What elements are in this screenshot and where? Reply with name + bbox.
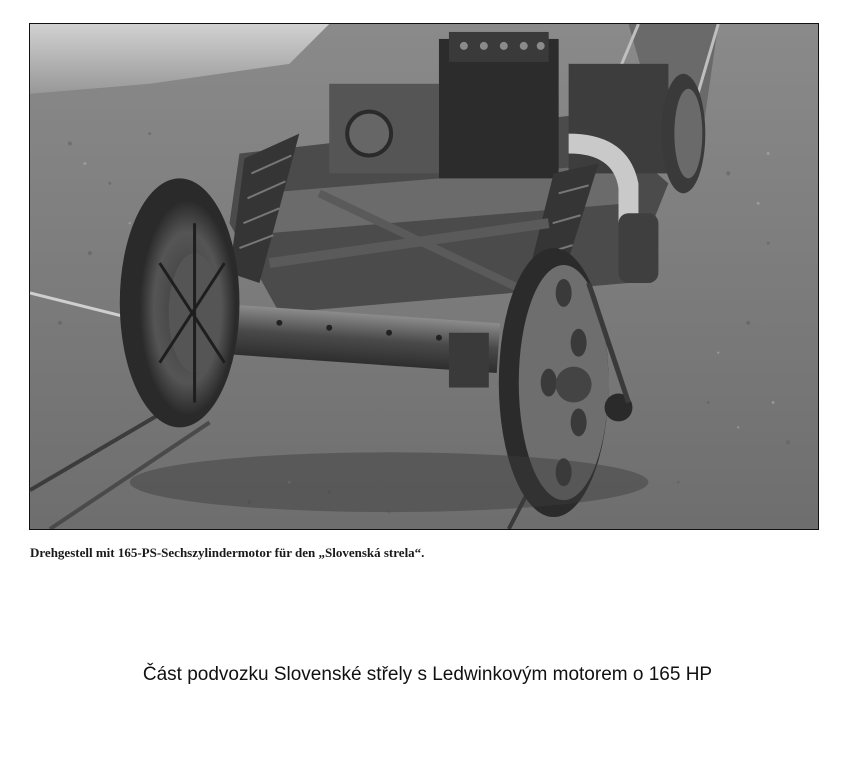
czech-caption: Část podvozku Slovenské střely s Ledwinkovým motorem o 165 HP [142,664,713,685]
german-caption: Drehgestell mit 165-PS-Sechszylindermotor für den „Slovenská strela“. [30,545,425,560]
bogie-photo-illustration [30,24,818,529]
bogie-photograph [29,23,819,530]
